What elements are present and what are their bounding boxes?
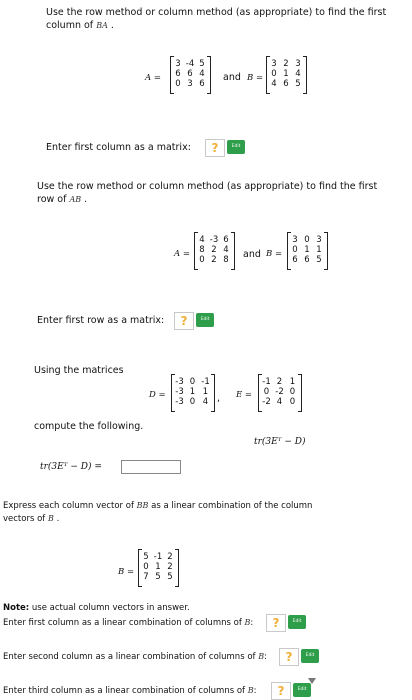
matrix-entry: 4 xyxy=(223,245,229,255)
q1-matrix-b xyxy=(268,59,304,89)
matrix-entry: 1 xyxy=(289,377,296,387)
matrix-entry: 4 xyxy=(295,69,301,79)
cursor-arrow-icon xyxy=(308,678,316,684)
q2-instructions-2: row of AB . xyxy=(37,194,88,205)
matrix-entry: 6 xyxy=(292,255,298,265)
matrix-entry: 8 xyxy=(223,255,229,265)
q3-comma: , xyxy=(217,393,221,404)
matrix-entry: 1 xyxy=(202,387,209,397)
q4-matrix-b-label: B = xyxy=(118,567,135,577)
matrix-entry: 2 xyxy=(167,562,173,572)
matrix-entry: -1 xyxy=(153,552,163,562)
matrix-entry: 0 xyxy=(143,562,149,572)
q1-matrix-b-label: B = xyxy=(247,73,264,83)
q4-answer2-placeholder[interactable]: ? xyxy=(279,648,299,666)
q2-matrix-a-label: A = xyxy=(174,249,190,259)
matrix-entry: -2 xyxy=(262,397,271,407)
matrix-entry: 5 xyxy=(199,59,205,69)
q1-matrix-a xyxy=(172,59,208,89)
matrix-entry: 3 xyxy=(295,59,301,69)
q2-prompt: Enter first row as a matrix: xyxy=(37,315,165,326)
matrix-entry: 4 xyxy=(271,79,277,89)
q4-instructions: Express each column vector of BB as a linear combination of the column xyxy=(3,501,313,511)
q1-prompt: Enter first column as a matrix: xyxy=(46,142,191,153)
matrix-entry: 5 xyxy=(155,572,161,582)
q4-prompt2: Enter second column as a linear combination of columns of B: xyxy=(3,652,267,662)
matrix-entry: 3 xyxy=(187,79,193,89)
matrix-entry: 0 xyxy=(189,397,196,407)
matrix-entry: 0 xyxy=(175,79,181,89)
q3-matrix-d-label: D = xyxy=(149,390,166,400)
matrix-entry: 0 xyxy=(289,397,296,407)
q4-edit3-button[interactable]: Edit xyxy=(293,683,311,697)
matrix-entry: 0 xyxy=(271,69,277,79)
matrix-entry: 5 xyxy=(143,552,149,562)
matrix-entry: 1 xyxy=(283,69,289,79)
q2-instructions: Use the row method or column method (as appropriate) to find the first xyxy=(37,181,378,192)
q2-matrix-b-label: B = xyxy=(266,249,283,259)
matrix-entry: -3 xyxy=(209,235,219,245)
matrix-entry: 6 xyxy=(304,255,310,265)
matrix-entry: 2 xyxy=(211,245,217,255)
matrix-entry: 3 xyxy=(292,235,298,245)
q4-instructions-2: vectors of B . xyxy=(3,514,60,524)
q4-matrix-b-right-bracket xyxy=(175,549,179,587)
q2-and: and xyxy=(243,249,261,260)
matrix-entry: 1 xyxy=(316,245,322,255)
q4-edit2-button[interactable]: Edit xyxy=(301,649,319,663)
q1-matrix-b-right-bracket xyxy=(303,56,307,94)
q2-answer-placeholder[interactable]: ? xyxy=(174,312,194,330)
q3-matrix-e-label: E = xyxy=(236,390,253,400)
matrix-entry: 3 xyxy=(175,59,181,69)
q3-answer-input[interactable] xyxy=(121,460,181,474)
q4-prompt1: Enter first column as a linear combination of columns of B: xyxy=(3,618,254,628)
matrix-entry: 0 xyxy=(199,255,205,265)
matrix-entry: 1 xyxy=(155,562,161,572)
matrix-entry: 4 xyxy=(202,397,209,407)
matrix-entry: -1 xyxy=(262,377,271,387)
q1-answer-placeholder[interactable]: ? xyxy=(205,139,225,157)
q4-edit1-button[interactable]: Edit xyxy=(288,615,306,629)
q2-matrix-a xyxy=(196,235,232,265)
matrix-entry: -3 xyxy=(175,387,184,397)
matrix-entry: 2 xyxy=(211,255,217,265)
q3-intro: Using the matrices xyxy=(34,365,124,376)
matrix-entry: -2 xyxy=(275,387,284,397)
matrix-entry: -4 xyxy=(185,59,195,69)
q3-matrix-d-right-bracket xyxy=(211,374,215,412)
q3-matrix-e-right-bracket xyxy=(298,374,302,412)
matrix-entry: 5 xyxy=(295,79,301,89)
q4-prompt3: Enter third column as a linear combination of columns of B: xyxy=(3,686,257,696)
q4-answer3-placeholder[interactable]: ? xyxy=(271,682,291,700)
q3-matrix-e xyxy=(260,377,299,407)
matrix-entry: 1 xyxy=(189,387,196,397)
matrix-entry: 2 xyxy=(283,59,289,69)
matrix-entry: 0 xyxy=(263,387,270,397)
matrix-entry: 0 xyxy=(289,387,296,397)
matrix-entry: 6 xyxy=(175,69,181,79)
q2-matrix-a-right-bracket xyxy=(231,232,235,270)
matrix-entry: 6 xyxy=(283,79,289,89)
matrix-entry: 1 xyxy=(304,245,310,255)
q1-matrix-a-right-bracket xyxy=(207,56,211,94)
matrix-entry: -3 xyxy=(175,397,184,407)
q4-answer1-placeholder[interactable]: ? xyxy=(266,614,286,632)
matrix-entry: 0 xyxy=(304,235,310,245)
matrix-entry: 4 xyxy=(199,235,205,245)
q3-expression: tr(3Eᵀ − D) xyxy=(254,437,306,447)
q1-matrix-a-label: A = xyxy=(145,73,161,83)
matrix-entry: 2 xyxy=(276,377,283,387)
q4-matrix-b xyxy=(140,552,176,582)
matrix-entry: -3 xyxy=(175,377,184,387)
matrix-entry: -1 xyxy=(201,377,210,387)
matrix-entry: 7 xyxy=(143,572,149,582)
matrix-entry: 3 xyxy=(271,59,277,69)
q1-and: and xyxy=(223,72,241,83)
q3-compute: compute the following. xyxy=(34,421,144,432)
matrix-entry: 4 xyxy=(199,69,205,79)
q2-matrix-b-right-bracket xyxy=(324,232,328,270)
q1-edit-button[interactable]: Edit xyxy=(227,140,245,154)
matrix-entry: 5 xyxy=(167,572,173,582)
matrix-entry: 0 xyxy=(189,377,196,387)
q2-edit-button[interactable]: Edit xyxy=(196,313,214,327)
q4-note: Note: use actual column vectors in answer. xyxy=(3,603,190,613)
matrix-entry: 6 xyxy=(187,69,193,79)
matrix-entry: 2 xyxy=(167,552,173,562)
q3-answer-label: tr(3Eᵀ − D) = xyxy=(40,462,102,472)
q2-matrix-b xyxy=(289,235,325,265)
q1-instructions-2: column of BA . xyxy=(46,20,114,31)
matrix-entry: 5 xyxy=(316,255,322,265)
matrix-entry: 0 xyxy=(292,245,298,255)
matrix-entry: 6 xyxy=(223,235,229,245)
q1-instructions: Use the row method or column method (as appropriate) to find the first xyxy=(46,7,387,18)
q3-matrix-d xyxy=(173,377,212,407)
matrix-entry: 6 xyxy=(199,79,205,89)
matrix-entry: 8 xyxy=(199,245,205,255)
matrix-entry: 3 xyxy=(316,235,322,245)
matrix-entry: 4 xyxy=(276,397,283,407)
